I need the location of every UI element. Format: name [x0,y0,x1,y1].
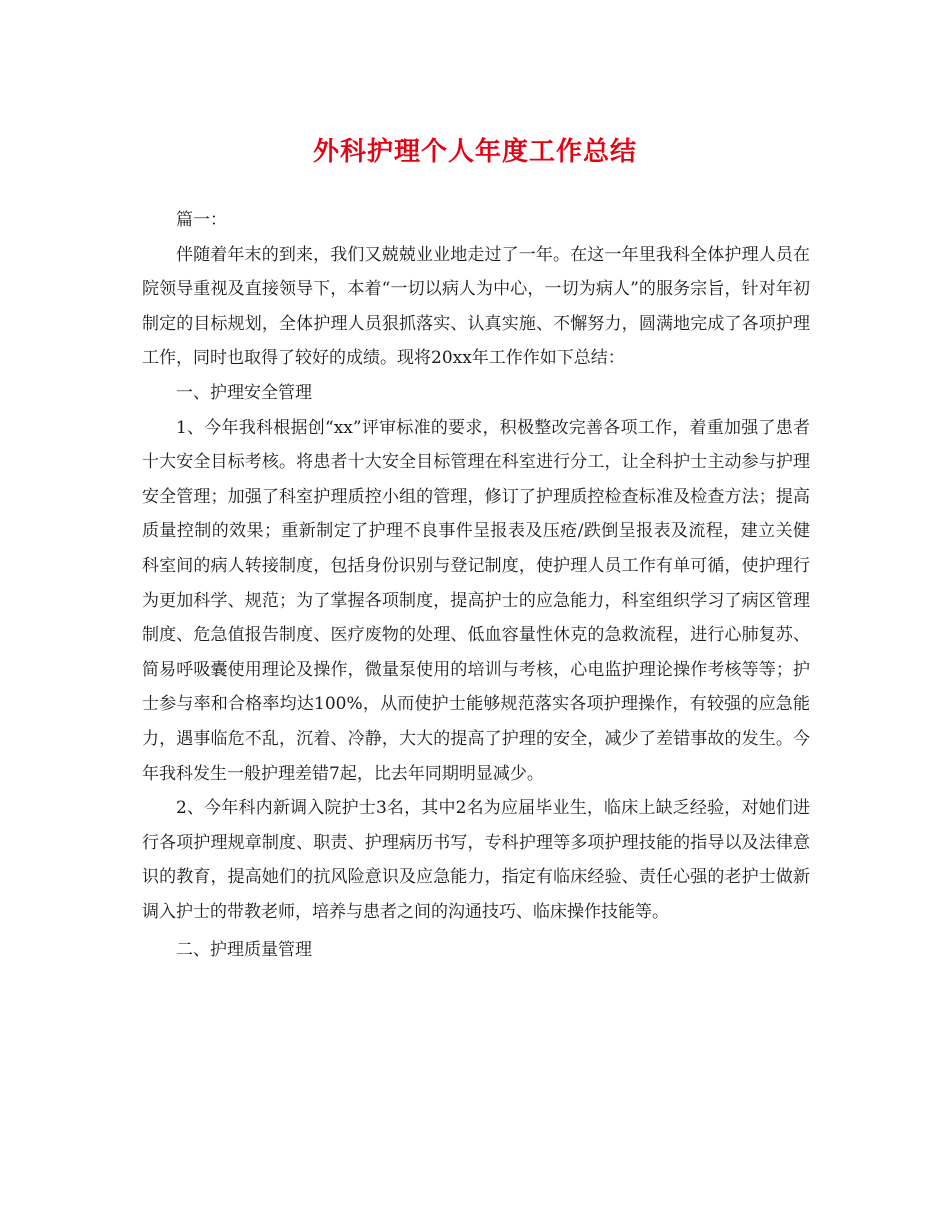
document-title: 外科护理个人年度工作总结 [312,137,637,167]
paragraph-part-label: 篇一： [176,210,227,230]
section-heading-quality: 二、护理质量管理 [176,940,312,961]
paragraph-safety-item-1: 1、今年我科根据创“xx”评审标准的要求，积极整改完善各项工作，着重加强了患者十大安全目标考核。将患者十大安全目标管理在科室进行分工，让全科护士主动参与护理安全管理；加强了科室护理质控小组的管理，修订了护理质控检查标准及检查方法；提高质量控制的效果；重新制定了护理不良事件呈报表及压疮/跌倒呈报表及流程，建立关健科室间的病人转接制度，包括身份识别与登记制度，使护理人员工作有单可循，使护理行为更加科学、规范；为了掌握各项制度，提高护士的应急能力，科室组织学习了病区管理制度、危急值报告制度、医疗废物的处理、低血容量性休克的急救流程，进行心肺复苏、简易呼吸囊使用理论及操作，微量泵使用的培训与考核，心电监护理论操作考核等等；护士参与率和合格率均达100%，从而使护士能够规范落实各项护理操作，有较强的应急能力，遇事临危不乱，沉着、冷静，大大的提高了护理的安全，减少了差错事故的发生。今年我科发生一般护理差错7起，比去年同期明显减少。 [142,417,810,784]
paragraph-intro: 伴随着年末的到来，我们又兢兢业业地走过了一年。在这一年里我科全体护理人员在院领导重视及直接领导下，本着“一切以病人为中心，一切为病人”的服务宗旨，针对年初制定的目标规划，全体护理人员狠抓落实、认真实施、不懈努力，圆满地完成了各项护理工作，同时也取得了较好的成绩。现将20xx年工作作如下总结： [142,244,810,369]
paragraph-safety-item-2: 2、今年科内新调入院护士3名，其中2名为应届毕业生，临床上缺乏经验，对她们进行各项护理规章制度、职责、护理病历书写，专科护理等多项护理技能的指导以及法律意识的教育，提高她们的抗风险意识及应急能力，指定有临床经验、责任心强的老护士做新调入护士的带教老师，培养与患者之间的沟通技巧、临床操作技能等。 [142,798,810,922]
document-body [142,203,810,968]
section-heading-safety: 一、护理安全管理 [176,382,312,403]
